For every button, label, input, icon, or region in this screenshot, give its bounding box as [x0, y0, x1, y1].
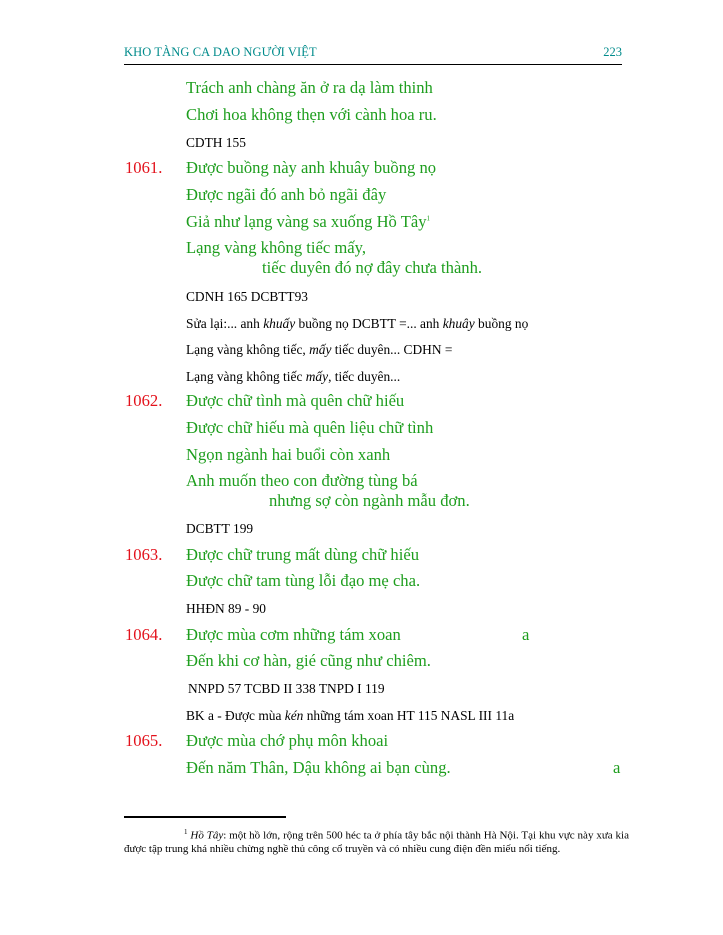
source-reference: NNPD 57 TCBD II 338 TNPD I 119: [188, 681, 385, 696]
verse-number: 1061.: [125, 158, 163, 177]
source-reference: CDNH 165 DCBTT93: [186, 289, 309, 304]
verse-line: [186, 212, 430, 232]
verse-line: Đến năm Thân, Dậu không ai bạn cùng.: [186, 758, 451, 777]
verse-line: Ngọn ngành hai buổi còn xanh: [186, 445, 391, 464]
verse-line: Được mùa chớ phụ môn khoai: [186, 731, 389, 750]
source-reference: HHĐN 89 - 90: [186, 601, 266, 616]
verse-line-indented: tiếc duyên đó nợ đây chưa thành.: [262, 258, 483, 277]
page-number: 223: [603, 45, 622, 59]
variant-note: Lạng vàng không tiếc mấy, tiếc duyên...: [186, 369, 401, 384]
variant-note: Sửa lại:... anh khuấy buồng nọ DCBTT =... anh khuây buồng nọ: [186, 316, 529, 331]
verse-line: Chơi hoa không thẹn với cành hoa ru.: [186, 105, 437, 124]
verse-number: 1065.: [125, 731, 163, 750]
verse-line: Được chữ tình mà quên chữ hiếu: [186, 391, 405, 410]
footnote-marker: 1: [426, 214, 430, 223]
verse-text: Giả như lạng vàng sa xuống Hồ Tây: [186, 212, 427, 231]
verse-line: Được chữ tam tùng lỗi đạo mẹ cha.: [186, 571, 421, 590]
variant-note: BK a - Được mùa kén những tám xoan HT 115 NASL III 11a: [186, 708, 515, 723]
verse-line: Anh muốn theo con đường tùng bá: [186, 471, 418, 490]
verse-line: Được mùa cơm những tám xoan: [186, 625, 401, 644]
footnote-text: : một hồ lớn, rộng trên 500 héc ta ở phía tây bắc nội thành Hà Nội. Tại khu vực này xưa kia được tập trung khá nhiều chừng nghề thủ công cổ truyền và có nhiều cung điện đền miếu nổi tiếng.: [124, 829, 629, 855]
running-header: [124, 40, 622, 65]
verse-line: Được buồng này anh khuây buồng nọ: [186, 158, 437, 177]
footnote: [124, 826, 629, 856]
verse-number: 1064.: [125, 625, 163, 644]
verse-number: 1063.: [125, 545, 163, 564]
variant-mark: a: [522, 625, 530, 644]
book-title: KHO TÀNG CA DAO NGƯỜI VIỆT: [124, 45, 317, 59]
verse-line: Được ngãi đó anh bỏ ngãi đây: [186, 185, 387, 204]
verse-line: Được chữ hiếu mà quên liệu chữ tình: [186, 418, 434, 437]
verse-line: Lạng vàng không tiếc mấy,: [186, 238, 367, 257]
footnote-marker: 1: [184, 828, 188, 836]
variant-note: Lạng vàng không tiếc, mấy tiếc duyên... CDHN =: [186, 342, 453, 357]
footnote-rule: [124, 816, 286, 818]
variant-mark: a: [613, 758, 621, 777]
verse-line-indented: nhưng sợ còn ngành mẫu đơn.: [269, 491, 470, 510]
footnote-term: Hồ Tây: [190, 829, 224, 842]
source-reference: CDTH 155: [186, 135, 246, 150]
verse-line: Được chữ trung mất dùng chữ hiếu: [186, 545, 419, 564]
verse-number: 1062.: [125, 391, 163, 410]
verse-line: Trách anh chàng ăn ở ra dạ làm thinh: [186, 78, 433, 97]
verse-line: Đến khi cơ hàn, gié cũng như chiêm.: [186, 651, 431, 670]
source-reference: DCBTT 199: [186, 521, 254, 536]
